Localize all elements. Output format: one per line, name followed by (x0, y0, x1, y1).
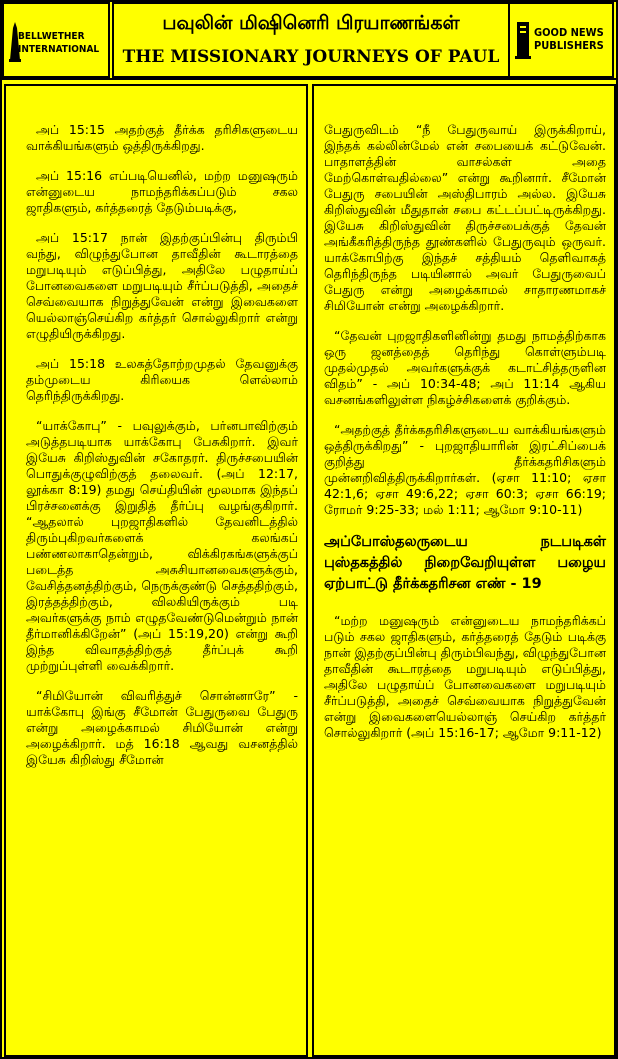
paragraph: “தேவன் புறஜாதிகளினின்று தமது நாமத்திற்காக ஒரு ஜனத்தைத் தெரிந்து கொள்ளும்படி முதல்முதல் அவர்களுக்குக் கடாட்சித்தருளின விதம்” - அப் 10:34-48; அப் 11:14 ஆகிய வசனங்களிலுள்ள நிகழ்ச்சிகளைக் குறிக்கும். (324, 328, 606, 407)
book-icon (514, 20, 532, 60)
bellwether-logo-text (18, 30, 99, 56)
paragraph: அப் 15:15 அதற்குத் தீர்க்க தரிசிகளுடைய வாக்கியங்களும் ஒத்திருக்கிறது. (26, 122, 298, 153)
page-title-english: THE MISSIONARY JOURNEYS OF PAUL (122, 47, 500, 67)
page-title-tamil: பவுலின் மிஷினெரி பிரயாணங்கள் (162, 12, 460, 34)
bellwether-logo (2, 2, 110, 78)
good-news-logo-text (534, 26, 604, 52)
logo-left-line1: BELLWETHER (18, 31, 85, 42)
paragraph: பேதுருவிடம் “நீ பேதுருவாய் இருக்கிறாய், இந்தக் கல்லின்மேல் என் சபையைக் கட்டுவேன். பாதாளத்தின் வாசல்கள் அதை மேற்கொள்வதில்லை” என்று கூறினார். சீமோன் பேதுரு சபையின் அஸ்திபாரம் அல்ல. இயேசு கிறிஸ்துவின் மீதுதான் சபை கட்டப்பட்டிருக்கிறது. இயேசு கிறிஸ்துவின் திருச்சபைக்குத் தேவன் அங்கீகரித்திருந்த தூண்களில் பேதுருவும் ஒருவர். யாக்கோபிற்கு இந்தச் சத்தியம் தெளிவாகத் தெரிந்திருந்த படியினால் அவர் பேதுருவைப் பேதுரு என்று அழைக்காமல் சாதாரணமாகச் சிமியோன் என்று அழைக்கிறார். (324, 122, 606, 313)
header (2, 2, 616, 76)
logo-left-line2: INTERNATIONAL (18, 44, 100, 55)
paragraph: அப் 15:16 எப்படியெனில், மற்ற மனுஷரும் என்னுடைய நாமந்தரிக்கப்படும் சகல ஜாதிகளும், கர்த்தரைத் தேடும்படிக்கு, (26, 168, 298, 215)
paragraph: “மற்ற மனுஷரும் என்னுடைய நாமந்தரிக்கப் படும் சகல ஜாதிகளும், கர்த்தரைத் தேடும் படிக்கு நான் இதற்குப்பின்பு திரும்பிவந்து, விழுந்துபோன தாவீதின் கூடாரத்தை மறுபடியும் எடுப்பித்து, அதிலே பழுதாய்ப் போனவைகளை மறுபடியும் சீர்ப்படுத்தி, அதைச் செவ்வையாக நிறுத்துவேன் என்று இவைகளையெல்லாஞ் செய்கிற கர்த்தர் சொல்லுகிறார் (அப் 15:16-17; ஆமோ 9:11-12) (324, 613, 606, 740)
logo-right-line1: GOOD NEWS (534, 26, 604, 39)
left-column-text (26, 122, 298, 782)
good-news-logo (508, 2, 614, 78)
paragraph: “யாக்கோபு” - பவுலுக்கும், பர்னபாவிற்கும் அடுத்தபடியாக யாக்கோபு பேசுகிறார். இவர் இயேசு கிறிஸ்துவின் சகோதரர். திருச்சபையின் பொதுக்குழுவிற்குத் தலைவர். (அப் 12:17, லூக்கா 8:19) தமது செய்தியின் மூலமாக இந்தப் பிரச்சனைக்கு இறுதித் தீர்ப்பு வழங்குகிறார். “ஆதலால் புறஜாதிகளில் தேவனிடத்தில் திரும்புகிறவர்களைக் கலங்கப் பண்ணலாகாதென்றும், விக்கிரகங்களுக்குப் படைத்த அசுசியானவைகளுக்கும், வேசித்தனத்திற்கும், நெருக்குண்டு செத்ததிற்கும், இரத்தத்திற்கும், விலகியிருக்கும் படி அவர்களுக்கு நாம் எழுதவேண்டுமென்றும் நான் தீர்மானிக்கிறேன்” (அப் 15:19,20) என்று கூறி இந்த விவாதத்திற்குத் தீர்ப்புக் கூறி முற்றுப்புள்ளி வைக்கிறார். (26, 418, 298, 673)
right-column (312, 84, 616, 1057)
logo-right-line2: PUBLISHERS (534, 39, 604, 52)
paragraph: அப் 15:17 நான் இதற்குப்பின்பு திரும்பி வந்து, விழுந்துபோன தாவீதின் கூடாரத்தை மறுபடியும் எடுப்பித்து, அதிலே பழுதாய்ப் போனவைகளை மறுபடியும் சீர்ப்படுத்தி, அதைச் செவ்வையாக நிறுத்துவேன் என்று இவைகளை யெல்லாஞ்செய்கிற கர்த்தர் சொல்லுகிறார் என்று எழுதியிருக்கிறது. (26, 230, 298, 341)
left-column (4, 84, 308, 1057)
right-column-text (324, 122, 606, 755)
paragraph: “அதற்குத் தீர்க்கதரிசிகளுடைய வாக்கியங்களும் ஒத்திருக்கிறது” - புறஜாதியாரின் இரட்சிப்பைக் குறித்து தீர்க்கதரிசிகளும் முன்னறிவித்திருக்கிறார்கள். (ஏசா 11:10; ஏசா 42:1,6; ஏசா 49:6,22; ஏசா 60:3; ஏசா 66:19; ரோமர் 9:25-33; மல் 1:11; ஆமோ 9:10-11) (324, 422, 606, 517)
paragraph: “சிமியோன் விவரித்துச் சொன்னாரே” - யாக்கோபு இங்கு சீமோன் பேதுருவை பேதுரு என்று அழைக்காமல் சிமியோன் என்று அழைக்கிறார். மத் 16:18 ஆவது வசனத்தில் இயேசு கிறிஸ்து சீமோன் (26, 688, 298, 767)
paragraph: அப் 15:18 உலகத்தோற்றமுதல் தேவனுக்கு தம்முடைய கிரியைக ளெல்லாம் தெரிந்திருக்கிறது. (26, 356, 298, 403)
section-heading: அப்போஸ்தலருடைய நடபடிகள் புஸ்தகத்தில் நிறைவேறியுள்ள பழைய ஏற்பாட்டு தீர்க்கதரிசன எண் - 19 (324, 534, 606, 592)
title-box (112, 2, 510, 78)
header-divider (0, 78, 618, 80)
